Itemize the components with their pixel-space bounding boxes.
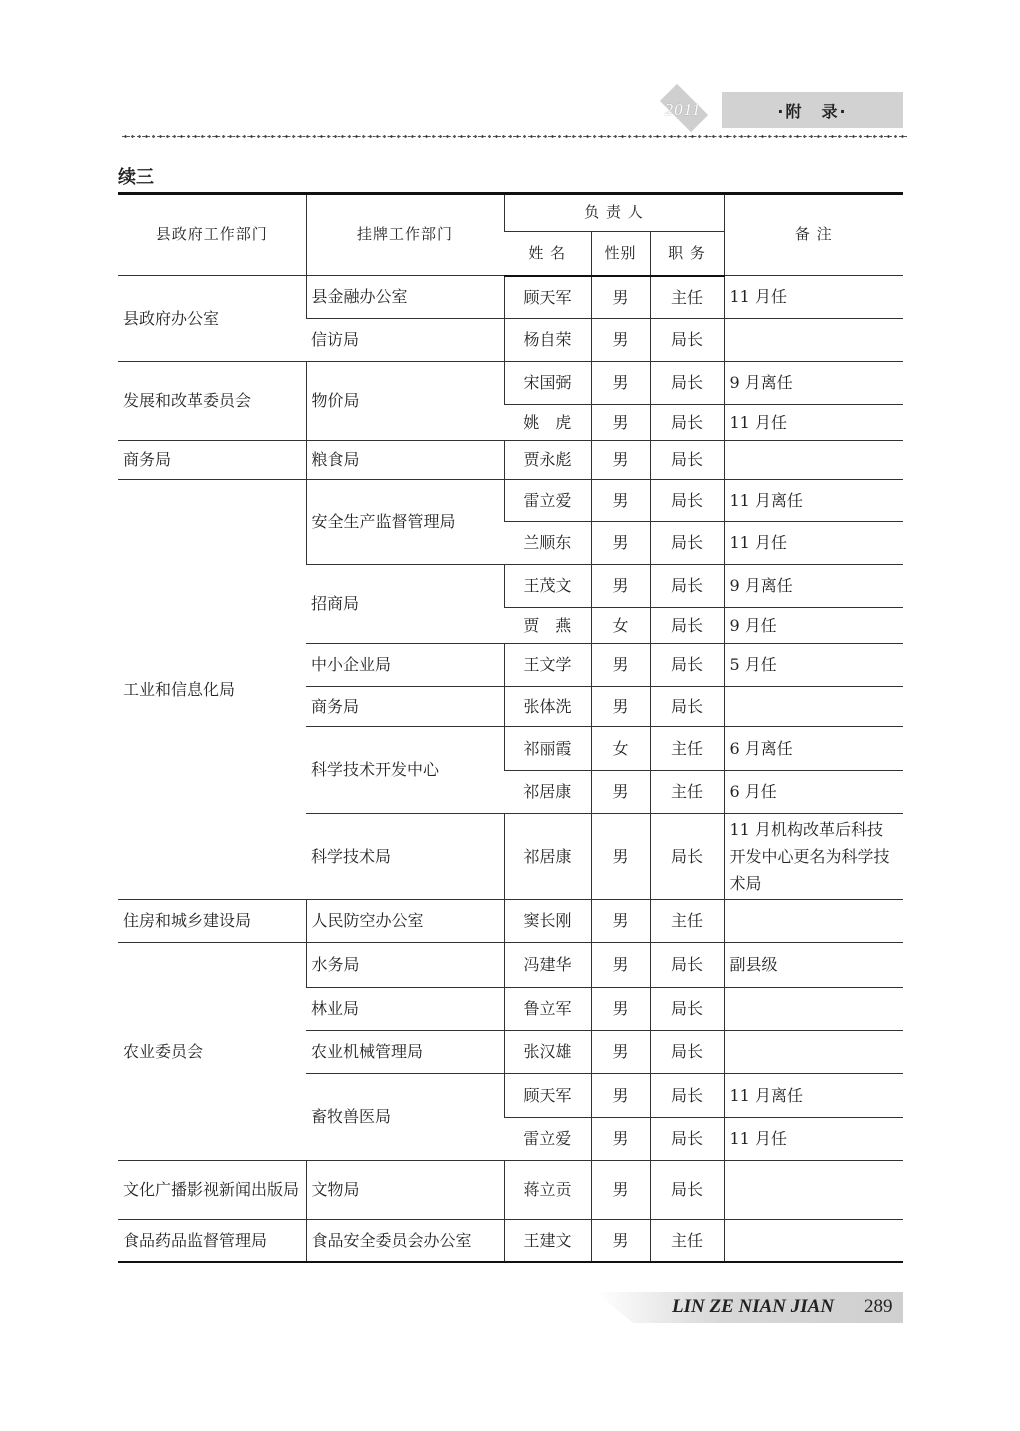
listed-dept-cell: 人民防空办公室: [306, 900, 504, 943]
county-dept-cell: 商务局: [118, 441, 306, 480]
header-name: 姓 名: [504, 232, 591, 276]
table-row: [118, 276, 903, 319]
listed-dept-cell: 粮食局: [306, 441, 504, 480]
position-cell: 局长: [650, 608, 724, 644]
remark-cell: 11 月任: [724, 276, 903, 319]
name-cell: 冯建华: [504, 943, 591, 988]
remark-cell: 5 月任: [724, 644, 903, 687]
name-cell: 王茂文: [504, 565, 591, 608]
listed-dept-cell: 文物局: [306, 1161, 504, 1220]
position-cell: 局长: [650, 943, 724, 988]
position-cell: 局长: [650, 644, 724, 687]
position-cell: 局长: [650, 687, 724, 727]
remark-cell: [724, 319, 903, 362]
gender-cell: 男: [591, 1161, 650, 1220]
county-dept-cell: 发展和改革委员会: [118, 362, 306, 441]
remark-cell: [724, 1031, 903, 1074]
remark-cell: 11 月任: [724, 405, 903, 441]
gender-cell: 男: [591, 1118, 650, 1161]
officials-table: [118, 192, 903, 1263]
remark-cell: 副县级: [724, 943, 903, 988]
name-cell: 雷立爱: [504, 1118, 591, 1161]
name-cell: 张体洗: [504, 687, 591, 727]
position-cell: 主任: [650, 1220, 724, 1262]
position-cell: 局长: [650, 814, 724, 900]
listed-dept-cell: 商务局: [306, 687, 504, 727]
listed-dept-cell: 安全生产监督管理局: [306, 480, 504, 565]
section-label: ·附 录·: [722, 92, 903, 128]
gender-cell: 男: [591, 319, 650, 362]
gender-cell: 男: [591, 441, 650, 480]
gender-cell: 男: [591, 362, 650, 405]
remark-cell: 11 月任: [724, 522, 903, 565]
name-cell: 祁居康: [504, 814, 591, 900]
county-dept-cell: 住房和城乡建设局: [118, 900, 306, 943]
remark-cell: 11 月离任: [724, 1074, 903, 1118]
position-cell: 主任: [650, 727, 724, 771]
gender-cell: 男: [591, 943, 650, 988]
remark-cell: 11 月离任: [724, 480, 903, 522]
gender-cell: 男: [591, 771, 650, 814]
remark-cell: 6 月离任: [724, 727, 903, 771]
remark-cell: 11 月机构改革后科技开发中心更名为科学技术局: [724, 814, 903, 900]
position-cell: 局长: [650, 522, 724, 565]
remark-cell: [724, 1220, 903, 1262]
table-row: [118, 943, 903, 988]
gender-cell: 男: [591, 480, 650, 522]
position-cell: 局长: [650, 480, 724, 522]
position-cell: 局长: [650, 441, 724, 480]
gender-cell: 男: [591, 988, 650, 1031]
listed-dept-cell: 信访局: [306, 319, 504, 362]
listed-dept-cell: 中小企业局: [306, 644, 504, 687]
name-cell: 王文学: [504, 644, 591, 687]
gender-cell: 男: [591, 644, 650, 687]
county-dept-cell: 县政府办公室: [118, 276, 306, 362]
remark-cell: 9 月离任: [724, 565, 903, 608]
remark-cell: 6 月任: [724, 771, 903, 814]
header-year-emblem: [648, 92, 718, 128]
listed-dept-cell: 林业局: [306, 988, 504, 1031]
county-dept-cell: 食品药品监督管理局: [118, 1220, 306, 1262]
table-row: [118, 900, 903, 943]
name-cell: 顾天军: [504, 276, 591, 319]
header-position: 职 务: [650, 232, 724, 276]
table-row: [118, 441, 903, 480]
header-listed-dept: 挂牌工作部门: [306, 194, 504, 276]
name-cell: 雷立爱: [504, 480, 591, 522]
listed-dept-cell: 科学技术局: [306, 814, 504, 900]
table-row: [118, 362, 903, 405]
listed-dept-cell: 招商局: [306, 565, 504, 644]
listed-dept-cell: 食品安全委员会办公室: [306, 1220, 504, 1262]
name-cell: 顾天军: [504, 1074, 591, 1118]
position-cell: 主任: [650, 771, 724, 814]
table-row: [118, 480, 903, 522]
gender-cell: 男: [591, 565, 650, 608]
header-gender: 性别: [591, 232, 650, 276]
listed-dept-cell: 物价局: [306, 362, 504, 441]
remark-cell: [724, 441, 903, 480]
remark-cell: 9 月任: [724, 608, 903, 644]
header-remarks: 备 注: [724, 194, 903, 276]
name-cell: 张汉雄: [504, 1031, 591, 1074]
remark-cell: [724, 1161, 903, 1220]
county-dept-cell: 工业和信息化局: [118, 480, 306, 900]
gender-cell: 女: [591, 608, 650, 644]
position-cell: 局长: [650, 988, 724, 1031]
header-year: 2011: [664, 100, 702, 119]
remark-cell: 9 月离任: [724, 362, 903, 405]
listed-dept-cell: 县金融办公室: [306, 276, 504, 319]
listed-dept-cell: 农业机械管理局: [306, 1031, 504, 1074]
header-county-dept: 县政府工作部门: [118, 194, 306, 276]
table-row: [118, 1161, 903, 1220]
listed-dept-cell: 科学技术开发中心: [306, 727, 504, 814]
position-cell: 主任: [650, 276, 724, 319]
position-cell: 局长: [650, 405, 724, 441]
gender-cell: 男: [591, 1220, 650, 1262]
name-cell: 杨自荣: [504, 319, 591, 362]
gender-cell: 男: [591, 687, 650, 727]
position-cell: 局长: [650, 1161, 724, 1220]
position-cell: 局长: [650, 319, 724, 362]
name-cell: 王建文: [504, 1220, 591, 1262]
gender-cell: 男: [591, 405, 650, 441]
listed-dept-cell: 畜牧兽医局: [306, 1074, 504, 1161]
header-divider: [122, 134, 907, 139]
remark-cell: [724, 687, 903, 727]
position-cell: 局长: [650, 362, 724, 405]
remark-cell: 11 月任: [724, 1118, 903, 1161]
name-cell: 蒋立贡: [504, 1161, 591, 1220]
gender-cell: 女: [591, 727, 650, 771]
continuation-title: 续三: [118, 167, 154, 188]
footer-book-title: LIN ZE NIAN JIAN: [672, 1296, 835, 1317]
remark-cell: [724, 900, 903, 943]
gender-cell: 男: [591, 814, 650, 900]
name-cell: 宋国弼: [504, 362, 591, 405]
gender-cell: 男: [591, 522, 650, 565]
page-number: 289: [864, 1296, 893, 1317]
name-cell: 贾永彪: [504, 441, 591, 480]
county-dept-cell: 农业委员会: [118, 943, 306, 1161]
table-row: [118, 1220, 903, 1262]
name-cell: 祁丽霞: [504, 727, 591, 771]
name-cell: 鲁立军: [504, 988, 591, 1031]
name-cell: 祁居康: [504, 771, 591, 814]
listed-dept-cell: 水务局: [306, 943, 504, 988]
gender-cell: 男: [591, 1074, 650, 1118]
position-cell: 主任: [650, 900, 724, 943]
name-cell: 窦长刚: [504, 900, 591, 943]
position-cell: 局长: [650, 1074, 724, 1118]
county-dept-cell: 文化广播影视新闻出版局: [118, 1161, 306, 1220]
remark-cell: [724, 988, 903, 1031]
gender-cell: 男: [591, 900, 650, 943]
name-cell: 兰顺东: [504, 522, 591, 565]
gender-cell: 男: [591, 1031, 650, 1074]
position-cell: 局长: [650, 1118, 724, 1161]
position-cell: 局长: [650, 565, 724, 608]
gender-cell: 男: [591, 276, 650, 319]
name-cell: 姚 虎: [504, 405, 591, 441]
header-person-in-charge: 负 责 人: [504, 194, 724, 232]
name-cell: 贾 燕: [504, 608, 591, 644]
position-cell: 局长: [650, 1031, 724, 1074]
